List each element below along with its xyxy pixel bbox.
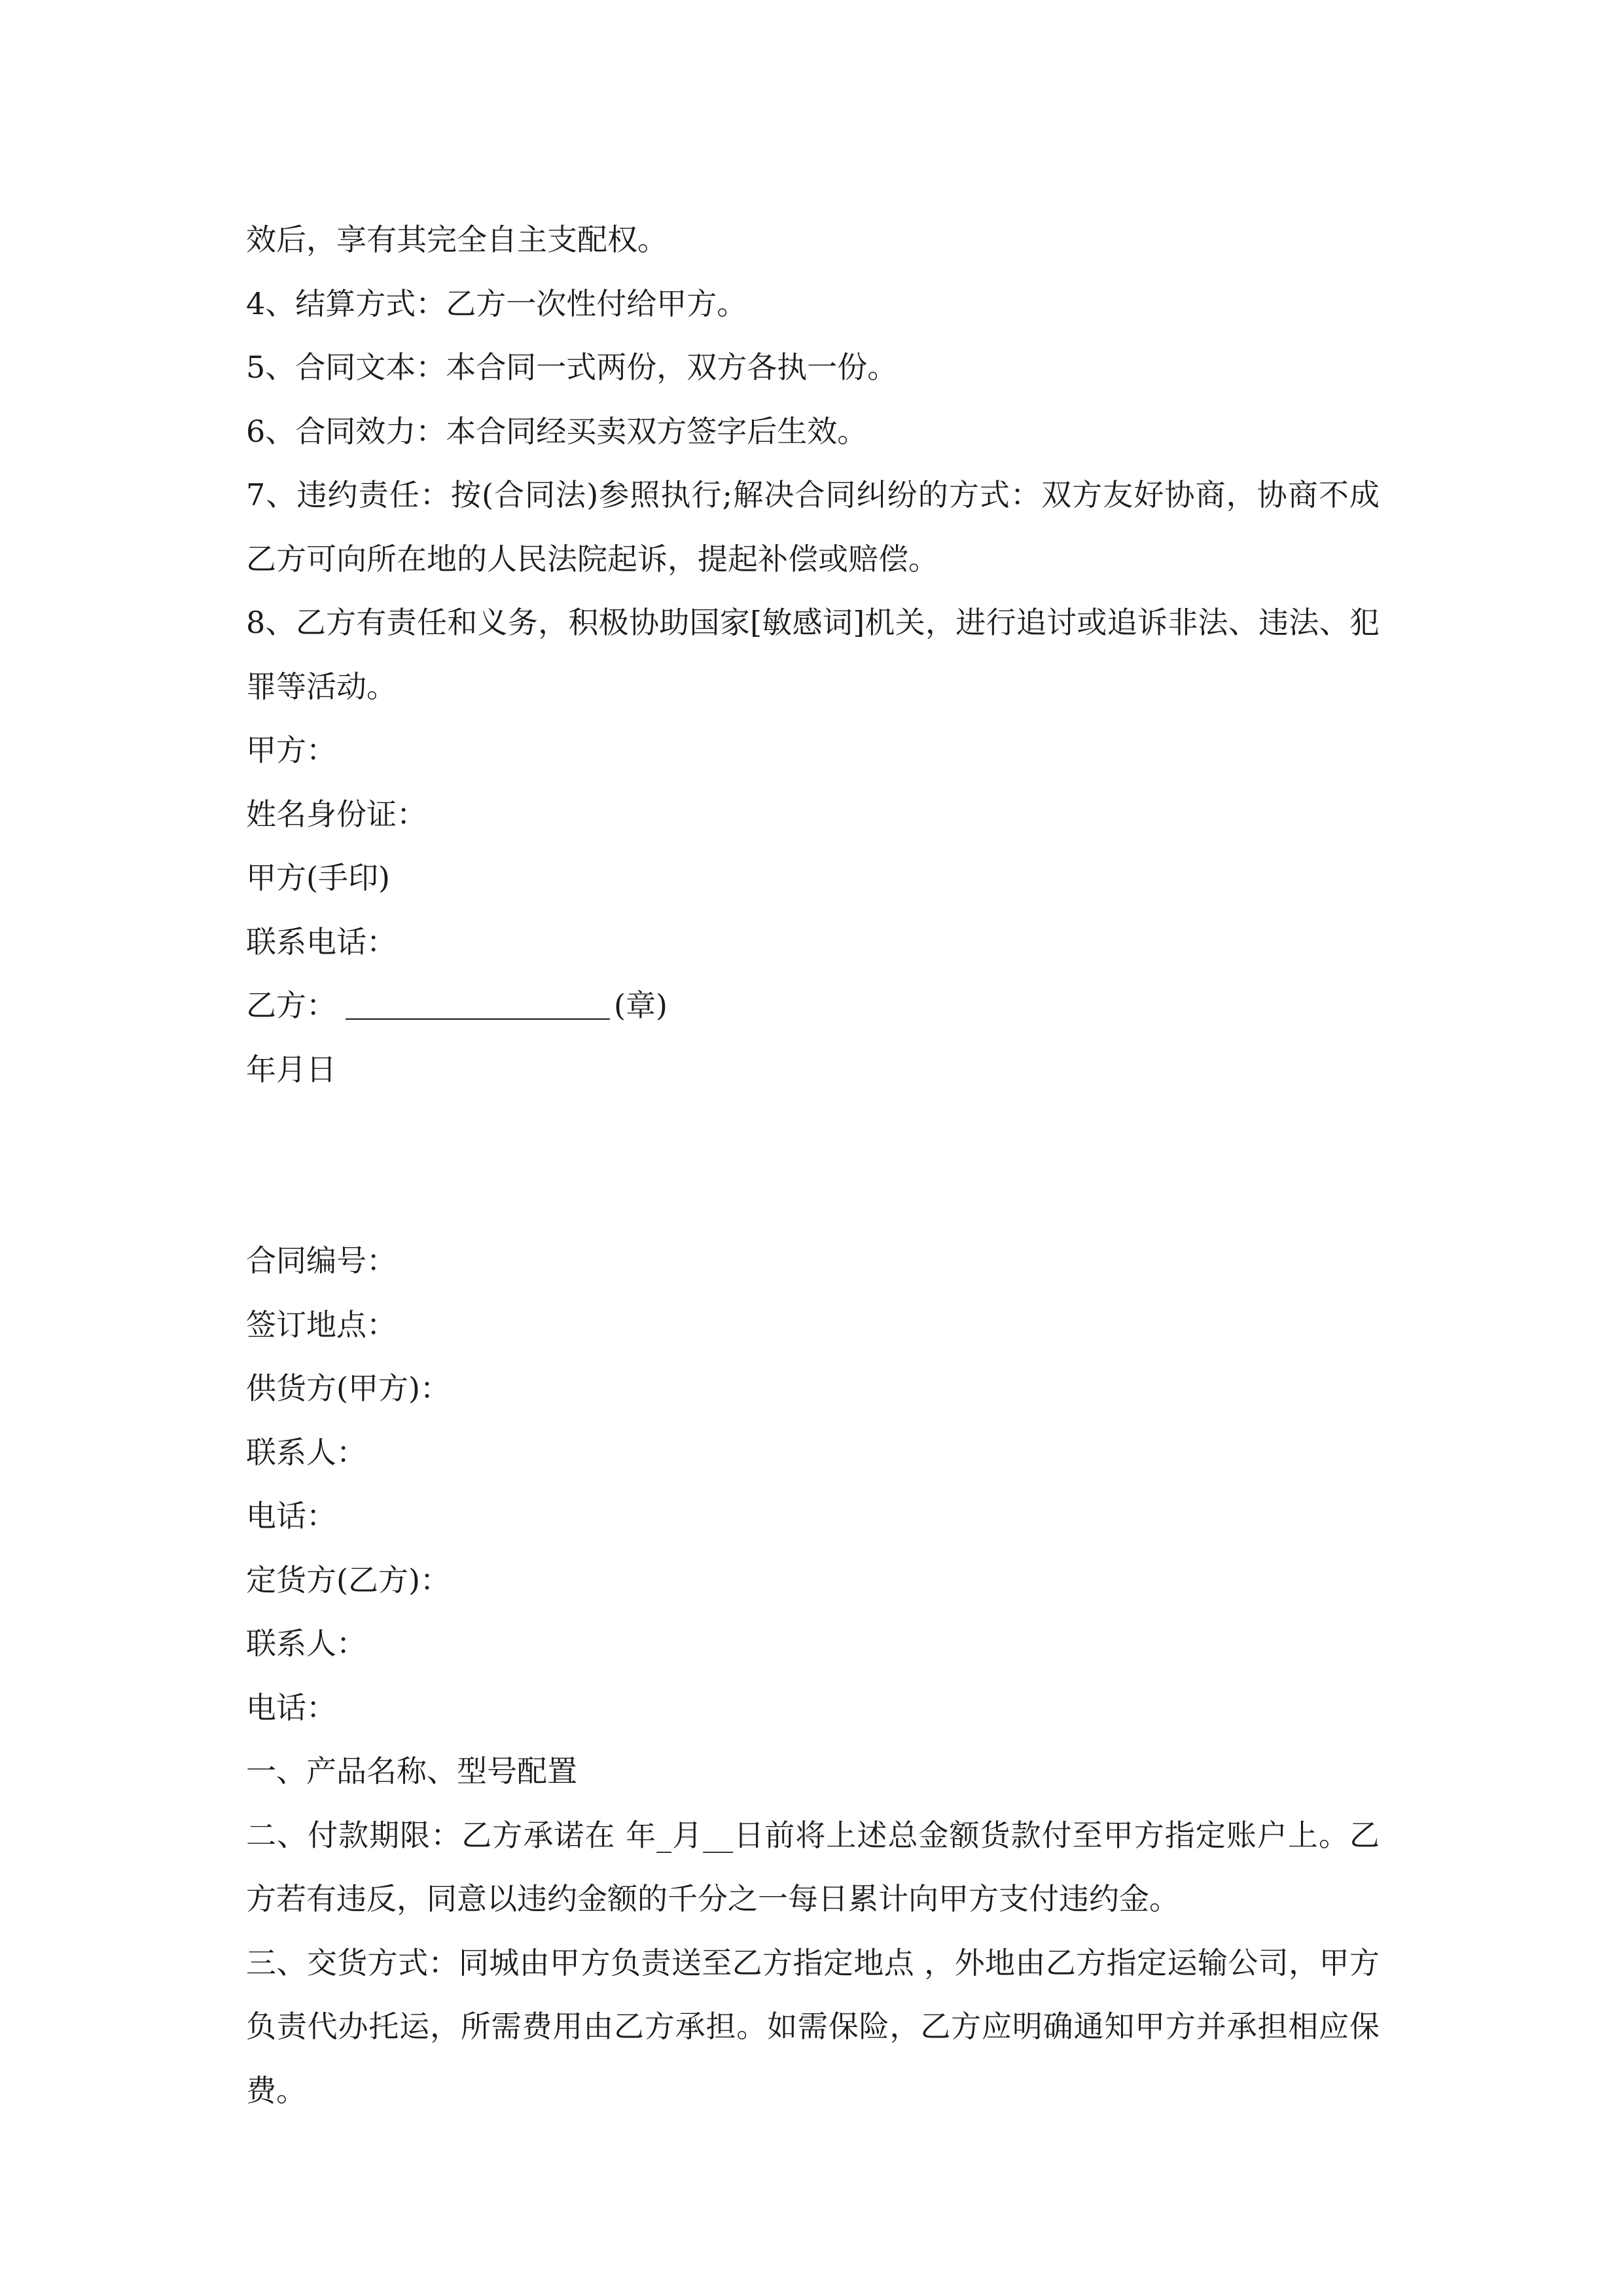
party-a-fingerprint-label: 甲方(手印) [246, 860, 390, 895]
clause-contract-copies: 5、合同文本：本合同一式两份，双方各执一份。 [246, 350, 898, 385]
buyer-phone-label: 电话： [246, 1689, 336, 1725]
document-body [246, 208, 1380, 2123]
section-delivery-method: 三、交货方式：同城由甲方负责送至乙方指定地点 ，外地由乙方指定运输公司，甲方负责代办托运，所需费用由乙方承担。如需保险，乙方应明确通知甲方并承担相应保费。 [246, 1945, 1380, 2108]
signature-blank [346, 1018, 610, 1020]
supplier-label: 供货方(甲方)： [246, 1371, 450, 1406]
section-product-name: 一、产品名称、型号配置 [246, 1753, 577, 1789]
section-payment-term: 二、付款期限：乙方承诺在 年_月__日前将上述总金额货款付至甲方指定账户上。乙方若有违反，同意以违约金额的千分之一每日累计向甲方支付违约金。 [246, 1817, 1380, 1916]
party-a-label: 甲方： [246, 732, 336, 768]
date-label: 年月日 [246, 1051, 336, 1087]
clause-breach-liability: 7、违约责任：按(合同法)参照执行;解决合同纠纷的方式：双方友好协商，协商不成乙方可向所在地的人民法院起诉，提起补偿或赔偿。 [246, 477, 1380, 577]
seal-label: (章) [614, 988, 668, 1023]
contract-number-label: 合同编号： [246, 1243, 397, 1278]
clause-settlement: 4、结算方式：乙方一次性付给甲方。 [246, 285, 747, 321]
name-id-label: 姓名身份证： [246, 796, 427, 832]
signing-place-label: 签订地点： [246, 1306, 397, 1342]
clause-party-b-obligation: 8、乙方有责任和义务，积极协助国家[敏感词]机关，进行追讨或追诉非法、违法、犯罪等活动。 [246, 605, 1380, 704]
buyer-label: 定货方(乙方)： [246, 1562, 450, 1598]
section-gap [246, 1102, 1380, 1229]
clause-continuation: 效后，享有其完全自主支配权。 [246, 222, 668, 257]
supplier-phone-label: 电话： [246, 1498, 336, 1534]
supplier-contact-label: 联系人： [246, 1434, 366, 1470]
buyer-contact-label: 联系人： [246, 1626, 366, 1661]
party-b-signature-line [246, 974, 1380, 1038]
contact-phone-label: 联系电话： [246, 924, 397, 960]
party-b-label: 乙方： [246, 988, 336, 1023]
clause-contract-validity: 6、合同效力：本合同经买卖双方签字后生效。 [246, 413, 868, 449]
